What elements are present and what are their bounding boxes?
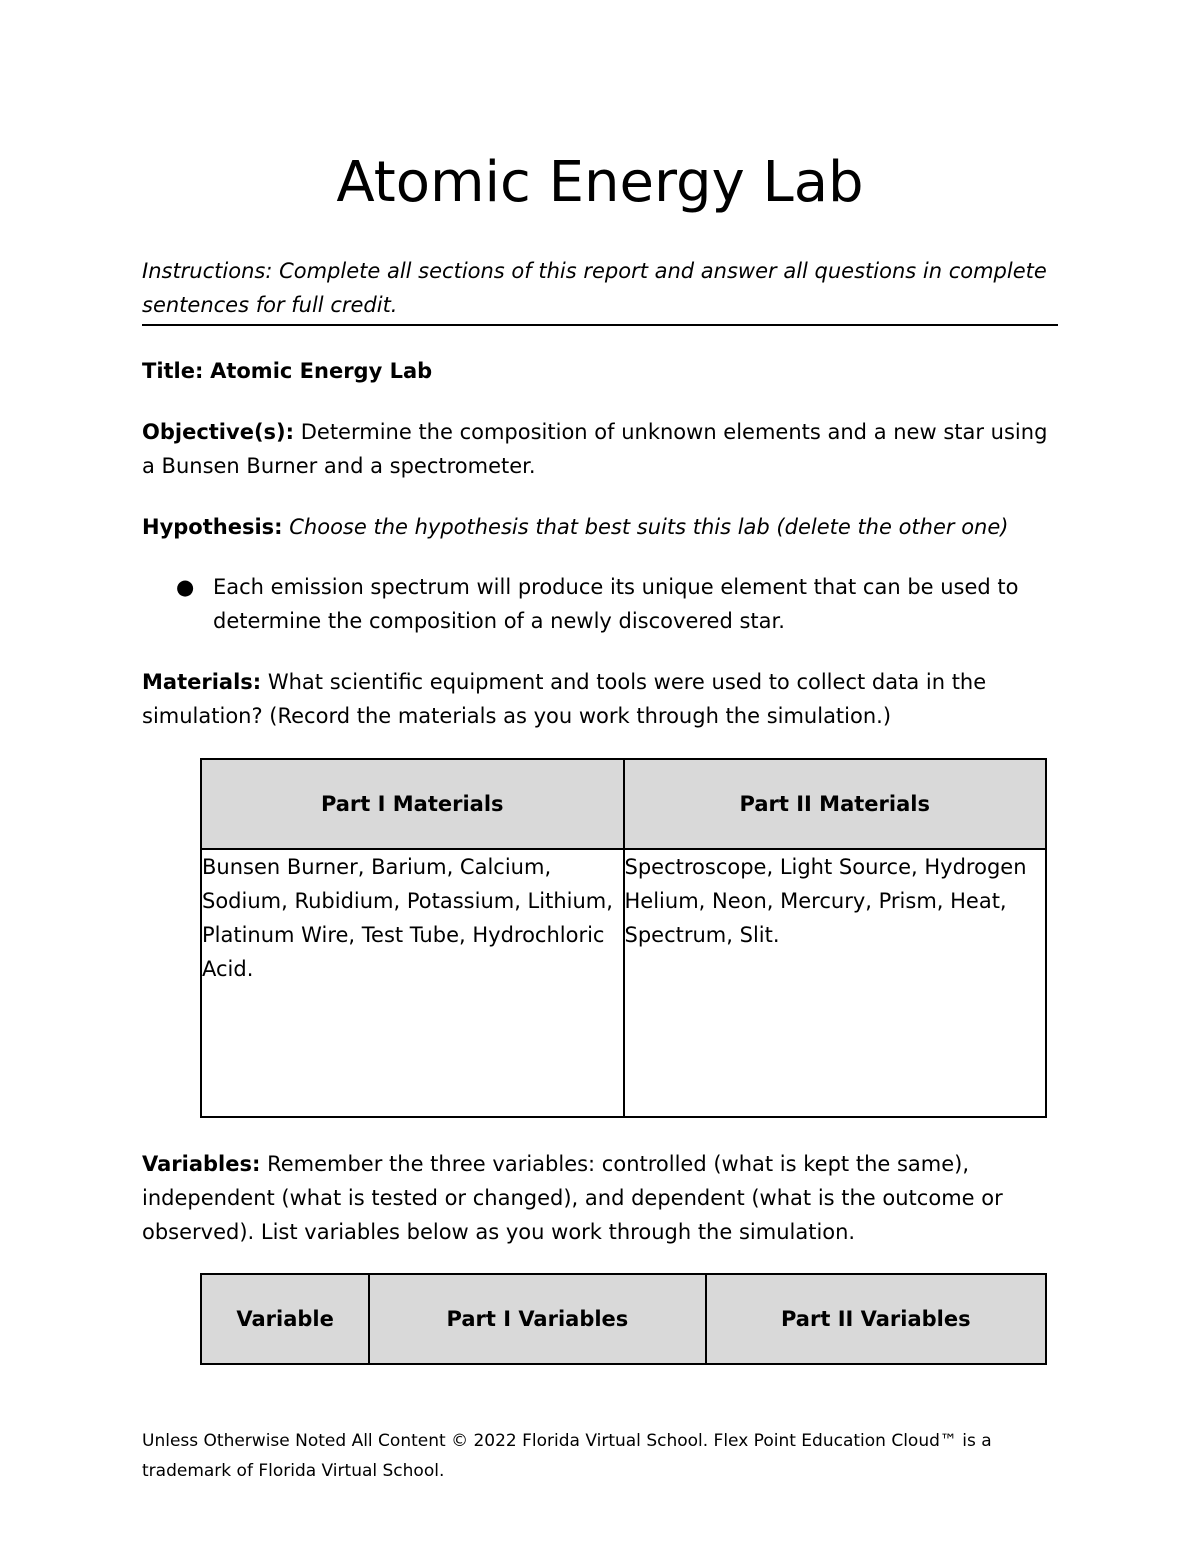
variables-header-row xyxy=(201,1274,1046,1364)
title-field-label: Title: xyxy=(142,359,204,383)
materials-text: What scientific equipment and tools were used to collect data in the simulation? (Record the materials as you work through the simulation.) xyxy=(142,670,987,728)
bullet-icon: ● xyxy=(176,575,195,599)
materials-table xyxy=(200,758,1047,1118)
hypothesis-bullet-text: Each emission spectrum will produce its unique element that can be used to determine the composition of a newly discovered star. xyxy=(213,575,1019,633)
materials-body-row xyxy=(201,849,1046,1117)
variables-header-part1: Part I Variables xyxy=(369,1274,705,1364)
instructions-text: Instructions: Complete all sections of this report and answer all questions in complete sentences for full credit. xyxy=(142,254,1058,326)
materials-section xyxy=(142,665,1062,733)
objective-section xyxy=(142,415,1062,483)
variables-section xyxy=(142,1147,1062,1249)
variables-table xyxy=(200,1273,1047,1365)
variables-label: Variables: xyxy=(142,1152,261,1176)
variables-text: Remember the three variables: controlled (what is kept the same), independent (what is tested or changed), and dependent (what is the outcome or observed). List variables below as you work through the simulation. xyxy=(142,1152,1003,1244)
hypothesis-instruction: Choose the hypothesis that best suits this lab (delete the other one) xyxy=(289,515,1009,539)
materials-label: Materials: xyxy=(142,670,262,694)
page-title: Atomic Energy Lab xyxy=(336,150,864,215)
materials-cell-part2[interactable]: Spectroscope, Light Source, Hydrogen Helium, Neon, Mercury, Prism, Heat, Spectrum, Slit. xyxy=(624,849,1047,1117)
hypothesis-section xyxy=(142,510,1062,544)
title-field-value: Atomic Energy Lab xyxy=(210,359,433,383)
copyright-footer: Unless Otherwise Noted All Content © 2022 Florida Virtual School. Flex Point Education Cloud™ is a trademark of Florida Virtual School. xyxy=(142,1431,992,1481)
variables-header-part2: Part II Variables xyxy=(706,1274,1046,1364)
title-field xyxy=(142,354,1062,388)
variables-header-variable: Variable xyxy=(201,1274,369,1364)
materials-header-part1: Part I Materials xyxy=(201,759,624,849)
hypothesis-label: Hypothesis: xyxy=(142,515,283,539)
materials-header-row xyxy=(201,759,1046,849)
materials-cell-part1[interactable]: Bunsen Burner, Barium, Calcium, Sodium, Rubidium, Potassium, Lithium, Platinum Wire, Test Tube, Hydrochloric Acid. xyxy=(201,849,624,1117)
materials-header-part2: Part II Materials xyxy=(624,759,1047,849)
objective-text: Determine the composition of unknown elements and a new star using a Bunsen Burner and a spectrometer. xyxy=(142,420,1048,478)
objective-label: Objective(s): xyxy=(142,420,295,444)
